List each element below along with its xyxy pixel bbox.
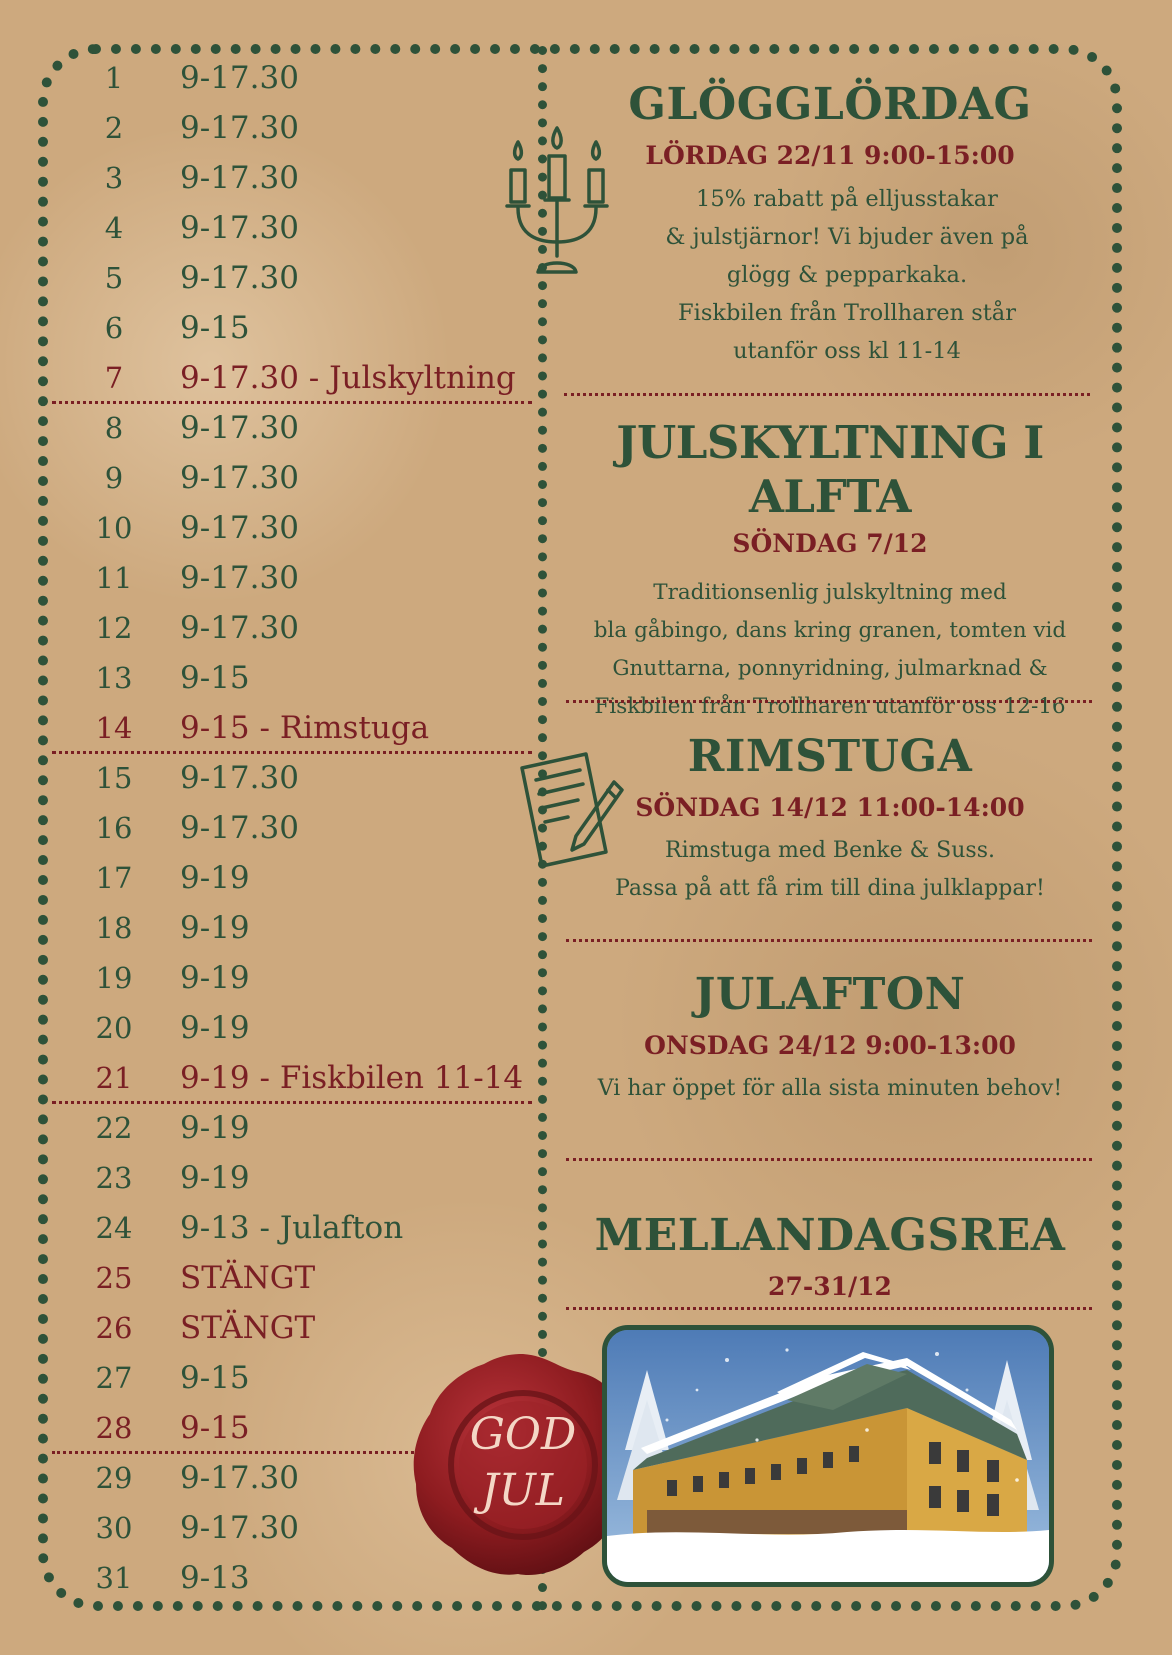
calendar-hours: 9-19: [180, 1160, 250, 1196]
calendar-row: [50, 402, 536, 452]
calendar-hours: 9-17.30: [180, 510, 299, 546]
calendar-day: 13: [95, 661, 133, 695]
calendar-day: 29: [95, 1461, 133, 1495]
calendar-row: [50, 1302, 536, 1352]
calendar-day: 2: [104, 111, 124, 145]
calendar-row: [50, 452, 536, 502]
event-description: [548, 1070, 1112, 1108]
calendar-day: 7: [104, 361, 124, 395]
calendar-row: [50, 352, 536, 402]
calendar-day: 5: [104, 261, 124, 295]
calendar-hours: 9-13 - Julafton: [180, 1210, 404, 1246]
calendar-day: 24: [95, 1211, 133, 1245]
event-title: JULSKYLTNING I ALFTA: [616, 416, 1044, 523]
calendar-day: 12: [95, 611, 133, 645]
calendar-row: [50, 802, 536, 852]
calendar-hours: 9-17.30 - Julskyltning: [180, 360, 516, 396]
calendar-row: [50, 302, 536, 352]
calendar-hours: 9-17.30: [180, 810, 299, 846]
calendar-row: [50, 202, 536, 252]
event-rimstuga: [548, 730, 1112, 908]
event-separator: [566, 1307, 1092, 1310]
event-description-line: Rimstuga med Benke & Suss.: [665, 838, 995, 863]
seal-text-line1: GOD: [469, 1409, 577, 1460]
calendar-hours: 9-19: [180, 960, 250, 996]
event-date: 27-31/12: [768, 1272, 892, 1301]
event-description-line: & julstjärnor! Vi bjuder även på: [665, 224, 1029, 250]
event-title: GLÖGGLÖRDAG: [628, 79, 1032, 130]
calendar-row: [50, 552, 536, 602]
event-description: [548, 574, 1112, 726]
calendar-hours: 9-17.30: [180, 110, 299, 146]
notepad-pen-icon: [518, 748, 630, 870]
calendar-day: 26: [95, 1311, 133, 1345]
snowy-building-illustration: [607, 1330, 1049, 1582]
calendar-hours: 9-19: [180, 1010, 250, 1046]
calendar-hours: 9-17.30: [180, 560, 299, 596]
calendar-day: 1: [104, 61, 124, 95]
calendar-hours: 9-17.30: [180, 1510, 299, 1546]
calendar-hours: 9-17.30: [180, 610, 299, 646]
calendar-day: 17: [95, 861, 133, 895]
calendar-hours: 9-15: [180, 310, 250, 346]
calendar-day: 30: [95, 1511, 133, 1545]
calendar-row: [50, 1052, 536, 1102]
calendar-day: 9: [104, 461, 124, 495]
event-description-line: Passa på att få rim till dina julklappar!: [615, 876, 1045, 901]
calendar-row: [50, 852, 536, 902]
event-description-line: Fiskbilen från Trollharen utanför oss 12-16: [594, 694, 1066, 719]
calendar-hours: 9-13: [180, 1560, 250, 1596]
calendar-hours: 9-15: [180, 660, 250, 696]
calendar-day: 4: [104, 211, 124, 245]
event-description-line: bla gåbingo, dans kring granen, tomten vid: [593, 618, 1067, 643]
calendar-row: [50, 702, 536, 752]
event-julafton: [548, 968, 1112, 1108]
calendar-day: 14: [95, 711, 133, 745]
calendar-day: 20: [95, 1011, 133, 1045]
calendar-day: 16: [95, 811, 133, 845]
calendar-day: 10: [95, 511, 133, 545]
event-julskyltning: [548, 416, 1112, 726]
calendar-day: 6: [104, 311, 124, 345]
calendar-hours: 9-15: [180, 1410, 250, 1446]
event-separator: [566, 1158, 1092, 1161]
event-date: SÖNDAG 14/12 11:00-14:00: [635, 793, 1025, 822]
calendar-row: [50, 102, 536, 152]
event-description-line: Gnuttarna, ponnyridning, julmarknad &: [612, 656, 1048, 681]
calendar-row: [50, 152, 536, 202]
calendar-hours: 9-17.30: [180, 460, 299, 496]
event-date: SÖNDAG 7/12: [732, 529, 928, 558]
event-separator: [566, 700, 1092, 703]
calendar-hours: 9-17.30: [180, 60, 299, 96]
calendar-row: [50, 52, 536, 102]
calendar-hours: 9-17.30: [180, 410, 299, 446]
calendar-row: [50, 1252, 536, 1302]
calendar-row: [50, 1152, 536, 1202]
calendar-hours: STÄNGT: [180, 1310, 316, 1346]
calendar-row: [50, 252, 536, 302]
event-description-line: glögg & pepparkaka.: [726, 262, 968, 288]
event-mellandagsrea: [548, 1209, 1112, 1305]
calendar-hours: 9-19: [180, 1110, 250, 1146]
calendar-row: [50, 602, 536, 652]
calendar-row: [50, 1202, 536, 1252]
calendar-hours: 9-19: [180, 860, 250, 896]
event-title: MELLANDAGSREA: [594, 1210, 1066, 1261]
event-description: [548, 832, 1112, 908]
calendar-day: 8: [104, 411, 124, 445]
calendar-day: 28: [95, 1411, 133, 1445]
calendar-day: 3: [104, 161, 124, 195]
calendar-hours: STÄNGT: [180, 1260, 316, 1296]
calendar-row: [50, 902, 536, 952]
calendar-row: [50, 952, 536, 1002]
calendar-day: 21: [95, 1061, 133, 1095]
calendar-day: 25: [95, 1261, 133, 1295]
calendar-day: 22: [95, 1111, 133, 1145]
calendar-day: 31: [95, 1561, 133, 1595]
store-building-photo: [602, 1325, 1054, 1587]
calendar-day: 27: [95, 1361, 133, 1395]
calendar-hours: 9-17.30: [180, 210, 299, 246]
event-date: LÖRDAG 22/11 9:00-15:00: [645, 141, 1015, 170]
event-separator: [564, 393, 1090, 396]
calendar-hours: 9-17.30: [180, 160, 299, 196]
event-glogglordag: [548, 78, 1112, 370]
calendar-row: [50, 752, 536, 802]
calendar-day: 15: [95, 761, 133, 795]
calendar-hours: 9-17.30: [180, 760, 299, 796]
calendar-row: [50, 1102, 536, 1152]
calendar-hours: 9-15 - Rimstuga: [180, 710, 430, 746]
calendar-hours: 9-19 - Fiskbilen 11-14: [180, 1060, 524, 1096]
seal-text-line2: JUL: [481, 1465, 565, 1516]
calendar-hours: 9-19: [180, 910, 250, 946]
calendar-day: 18: [95, 911, 133, 945]
calendar-row: [50, 1002, 536, 1052]
event-title: RIMSTUGA: [687, 731, 973, 782]
event-description-line: utanför oss kl 11-14: [733, 338, 961, 364]
event-separator: [566, 939, 1092, 942]
calendar-hours: 9-15: [180, 1360, 250, 1396]
calendar-row: [50, 502, 536, 552]
event-description-line: Vi har öppet för alla sista minuten behov!: [597, 1076, 1063, 1101]
event-description: [548, 180, 1112, 370]
event-description-line: Traditionsenlig julskyltning med: [653, 580, 1007, 605]
calendar-day: 11: [95, 561, 133, 595]
calendar-hours: 9-17.30: [180, 260, 299, 296]
event-title: JULAFTON: [694, 969, 966, 1020]
calendar-day: 19: [95, 961, 133, 995]
calendar-hours: 9-17.30: [180, 1460, 299, 1496]
event-description-line: 15% rabatt på elljusstakar: [696, 186, 998, 212]
calendar-day: 23: [95, 1161, 133, 1195]
event-date: ONSDAG 24/12 9:00-13:00: [644, 1031, 1016, 1060]
event-description-line: Fiskbilen från Trollharen står: [678, 300, 1016, 326]
candelabra-icon: [502, 120, 612, 284]
calendar-row: [50, 652, 536, 702]
